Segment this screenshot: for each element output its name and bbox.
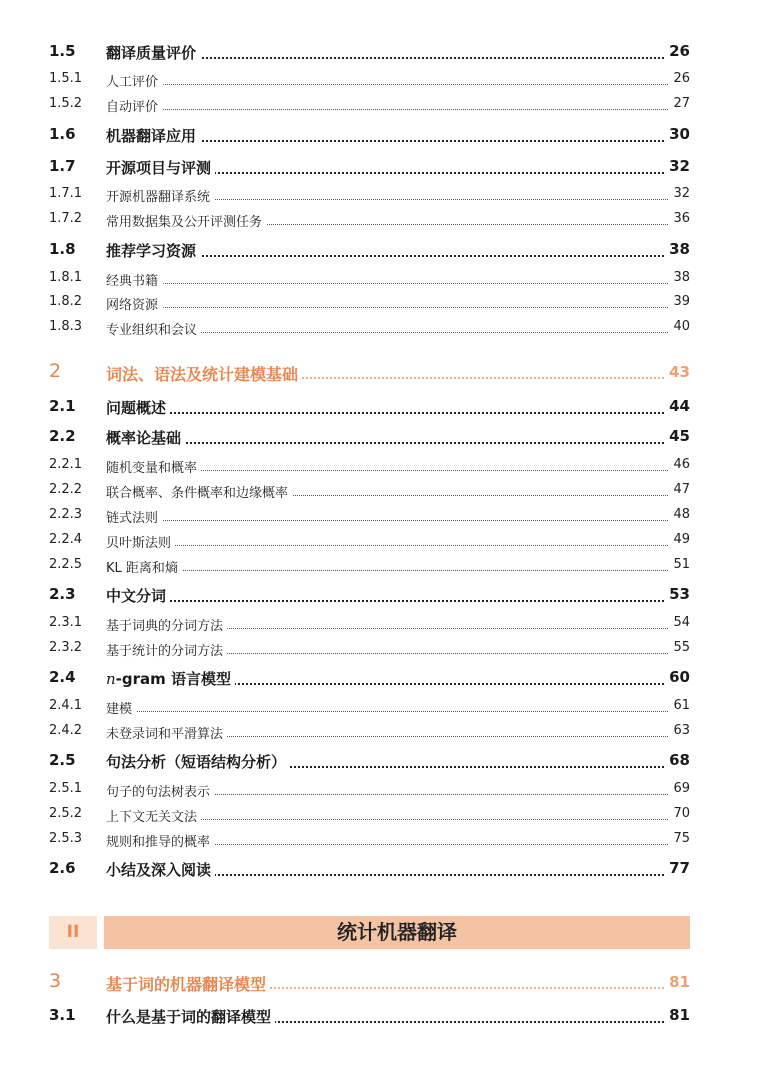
entry-title: 开源项目与评测 (106, 157, 215, 178)
entry-title: 随机变量和概率 (106, 457, 201, 476)
dot-leader (106, 570, 688, 571)
toc-entry-section[interactable] (0, 155, 762, 179)
entry-number: 1.8 (49, 240, 76, 258)
toc-entry-sub[interactable] (0, 182, 762, 206)
toc-entry-sub[interactable] (0, 777, 762, 801)
entry-title: 规则和推导的概率 (106, 831, 214, 850)
dot-leader (106, 520, 688, 521)
entry-title: 句法分析（短语结构分析） (106, 751, 290, 772)
entry-page: 47 (669, 482, 690, 497)
entry-page: 81 (665, 1006, 690, 1024)
entry-page: 32 (669, 186, 690, 201)
dot-leader (106, 307, 688, 308)
entry-number: 1.7 (49, 157, 76, 175)
entry-number: 1.7.1 (49, 186, 83, 201)
toc-entry-sub[interactable] (0, 503, 762, 527)
entry-number: 1.7.2 (49, 211, 83, 226)
entry-page: 46 (669, 457, 690, 472)
entry-number: 2.2.4 (49, 532, 83, 547)
entry-page: 26 (665, 42, 690, 60)
toc-entry-section[interactable] (0, 1004, 762, 1028)
toc-entry-sub[interactable] (0, 802, 762, 826)
entry-page: 54 (669, 615, 690, 630)
entry-number: 2.4.2 (49, 723, 83, 738)
entry-number: 2.2.3 (49, 507, 83, 522)
entry-page: 39 (669, 294, 690, 309)
entry-page: 49 (669, 532, 690, 547)
entry-number: 2.3 (49, 585, 76, 603)
entry-number: 2.2.5 (49, 557, 83, 572)
entry-number: 2 (49, 360, 62, 382)
entry-title: 开源机器翻译系统 (106, 186, 214, 205)
entry-title: 小结及深入阅读 (106, 859, 215, 880)
entry-title: 网络资源 (106, 294, 162, 313)
entry-title: 中文分词 (106, 585, 170, 606)
entry-number: 1.8.2 (49, 294, 83, 309)
entry-title: 人工评价 (106, 71, 162, 90)
entry-number: 2.2.1 (49, 457, 83, 472)
toc-entry-sub[interactable] (0, 528, 762, 552)
entry-page: 75 (669, 831, 690, 846)
toc-entry-sub[interactable] (0, 827, 762, 851)
entry-number: 2.4 (49, 668, 76, 686)
entry-title: 联合概率、条件概率和边缘概率 (106, 482, 292, 501)
part-title: 统计机器翻译 (104, 916, 690, 949)
entry-title: 常用数据集及公开评测任务 (106, 211, 266, 230)
dot-leader (106, 109, 688, 110)
entry-number: 1.8.1 (49, 270, 83, 285)
entry-title: 什么是基于词的翻译模型 (106, 1006, 275, 1027)
entry-number: 3 (49, 970, 62, 992)
entry-number: 2.3.1 (49, 615, 83, 630)
entry-title: 概率论基础 (106, 427, 185, 448)
toc-entry-sub[interactable] (0, 207, 762, 231)
toc-entry-chapter[interactable] (0, 970, 762, 994)
toc-entry-sub[interactable] (0, 478, 762, 502)
entry-number: 3.1 (49, 1006, 76, 1024)
entry-number: 1.6 (49, 125, 76, 143)
entry-page: 30 (665, 125, 690, 143)
entry-number: 1.8.3 (49, 319, 83, 334)
part-header (49, 916, 690, 949)
toc-entry-sub[interactable] (0, 611, 762, 635)
entry-number: 2.5.1 (49, 781, 83, 796)
entry-title: 自动评价 (106, 96, 162, 115)
toc-entry-sub[interactable] (0, 315, 762, 339)
entry-page: 27 (669, 96, 690, 111)
toc-entry-sub[interactable] (0, 453, 762, 477)
entry-title: 基于词典的分词方法 (106, 615, 227, 634)
entry-page: 69 (669, 781, 690, 796)
entry-number: 2.3.2 (49, 640, 83, 655)
entry-title: 机器翻译应用 (106, 125, 200, 146)
toc-entry-sub[interactable] (0, 636, 762, 660)
entry-page: 40 (669, 319, 690, 334)
dot-leader (106, 711, 688, 712)
toc-entry-section[interactable] (0, 395, 762, 419)
entry-title: 未登录词和平滑算法 (106, 723, 227, 742)
toc-entry-chapter[interactable] (0, 360, 762, 384)
entry-page: 77 (665, 859, 690, 877)
entry-page: 81 (665, 973, 690, 991)
entry-page: 70 (669, 806, 690, 821)
entry-page: 36 (669, 211, 690, 226)
dot-leader (106, 545, 688, 546)
entry-number: 2.5 (49, 751, 76, 769)
toc-entry-section[interactable] (0, 857, 762, 881)
entry-number: 1.5 (49, 42, 76, 60)
toc-entry-section[interactable] (0, 238, 762, 262)
entry-number: 1.5.1 (49, 71, 83, 86)
entry-page: 48 (669, 507, 690, 522)
entry-page: 53 (665, 585, 690, 603)
toc-entry-sub[interactable] (0, 92, 762, 116)
toc-entry-sub[interactable] (0, 719, 762, 743)
entry-number: 2.6 (49, 859, 76, 877)
entry-title: KL 距离和熵 (106, 557, 182, 576)
entry-title: 上下文无关文法 (106, 806, 201, 825)
dot-leader (106, 283, 688, 284)
entry-title: 贝叶斯法则 (106, 532, 175, 551)
toc-entry-sub[interactable] (0, 553, 762, 577)
dot-leader (106, 84, 688, 85)
entry-page: 38 (665, 240, 690, 258)
toc-entry-section[interactable] (0, 40, 762, 64)
toc-entry-sub[interactable] (0, 290, 762, 314)
toc-entry-section[interactable] (0, 123, 762, 147)
entry-number: 2.5.3 (49, 831, 83, 846)
entry-title-rest: -gram 语言模型 (115, 670, 232, 688)
entry-title: 问题概述 (106, 397, 170, 418)
toc-entry-section[interactable] (0, 425, 762, 449)
entry-title: 经典书籍 (106, 270, 162, 289)
entry-page: 51 (669, 557, 690, 572)
toc-entry-section[interactable] (0, 666, 762, 690)
entry-title: 词法、语法及统计建模基础 (106, 362, 302, 385)
dot-leader (106, 442, 688, 444)
dot-leader (106, 600, 688, 602)
dot-leader (106, 412, 688, 414)
entry-number: 1.5.2 (49, 96, 83, 111)
entry-page: 61 (669, 698, 690, 713)
entry-number: 2.5.2 (49, 806, 83, 821)
part-number: II (49, 916, 97, 949)
entry-title: 链式法则 (106, 507, 162, 526)
entry-page: 32 (665, 157, 690, 175)
entry-title: 建模 (106, 698, 136, 717)
toc-entry-sub[interactable] (0, 266, 762, 290)
entry-number: 2.1 (49, 397, 76, 415)
entry-page: 45 (665, 427, 690, 445)
entry-page: 55 (669, 640, 690, 655)
entry-title (106, 668, 235, 689)
entry-page: 26 (669, 71, 690, 86)
toc-entry-section[interactable] (0, 583, 762, 607)
entry-title: 基于统计的分词方法 (106, 640, 227, 659)
math-variable: n (106, 670, 116, 688)
entry-page: 43 (665, 363, 690, 381)
entry-page: 68 (665, 751, 690, 769)
entry-title: 推荐学习资源 (106, 240, 200, 261)
entry-page: 60 (665, 668, 690, 686)
entry-title: 基于词的机器翻译模型 (106, 972, 270, 995)
entry-page: 63 (669, 723, 690, 738)
entry-number: 2.4.1 (49, 698, 83, 713)
entry-title: 翻译质量评价 (106, 42, 200, 63)
toc-entry-sub[interactable] (0, 67, 762, 91)
entry-page: 44 (665, 397, 690, 415)
entry-number: 2.2 (49, 427, 76, 445)
toc-entry-section[interactable] (0, 749, 762, 773)
entry-title: 专业组织和会议 (106, 319, 201, 338)
entry-number: 2.2.2 (49, 482, 83, 497)
entry-page: 38 (669, 270, 690, 285)
toc-entry-sub[interactable] (0, 694, 762, 718)
entry-title: 句子的句法树表示 (106, 781, 214, 800)
